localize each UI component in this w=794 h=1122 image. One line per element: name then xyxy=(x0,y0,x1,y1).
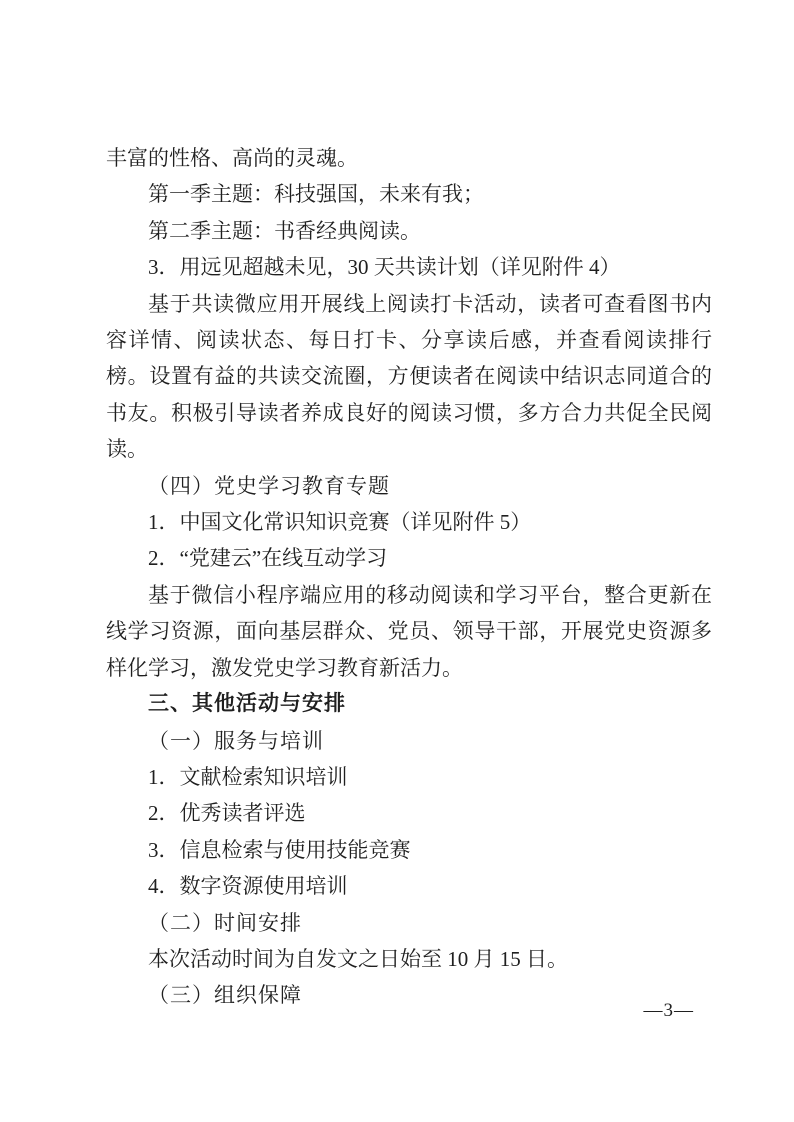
heading-1-services-training: （一）服务与培训 xyxy=(148,728,324,753)
season-1-theme-line: 第一季主题：科技强国，未来有我； xyxy=(148,182,484,207)
item-3-info-retrieval-contest: 3．信息检索与使用技能竞赛 xyxy=(148,837,411,862)
heading-3-other-activities: 三、其他活动与安排 xyxy=(148,692,346,716)
item-3-reading-plan: 3．用远见超越未见，30 天共读计划（详见附件 4） xyxy=(148,255,621,280)
item-2-excellent-readers: 2．优秀读者评选 xyxy=(148,801,306,826)
page-number: —3— xyxy=(643,1000,694,1021)
continued-paragraph-line: 丰富的性格、高尚的灵魂。 xyxy=(106,146,358,170)
heading-3-organization: （三）组织保障 xyxy=(148,983,302,1008)
item-1-literature-retrieval-training: 1．文献检索知识培训 xyxy=(148,764,348,789)
document-body xyxy=(106,140,712,1014)
paragraph-reading-checkin: 基于共读微应用开展线上阅读打卡活动，读者可查看图书内容详情、阅读状态、每日打卡、分享读后感，并查看阅读排行榜。设置有益的共读交流圈，方便读者在阅读中结识志同道合的书友。积极引导读者养成良好的阅读习惯，多方合力共促全民阅读。 xyxy=(106,291,712,462)
item-1-knowledge-contest: 1．中国文化常识知识竞赛（详见附件 5） xyxy=(148,510,532,535)
line-activity-time: 本次活动时间为自发文之日始至 10 月 15 日。 xyxy=(148,946,568,971)
paragraph-wechat-platform: 基于微信小程序端应用的移动阅读和学习平台，整合更新在线学习资源，面向基层群众、党员、领导干部，开展党史资源多样化学习，激发党史学习教育新活力。 xyxy=(106,582,712,680)
item-2-party-cloud: 2．“党建云”在线互动学习 xyxy=(148,546,388,571)
heading-section-4-party-history: （四）党史学习教育专题 xyxy=(148,473,390,498)
heading-2-schedule: （二）时间安排 xyxy=(148,910,302,935)
season-2-theme-line: 第二季主题：书香经典阅读。 xyxy=(148,218,421,243)
item-4-digital-resources-training: 4．数字资源使用培训 xyxy=(148,874,348,899)
